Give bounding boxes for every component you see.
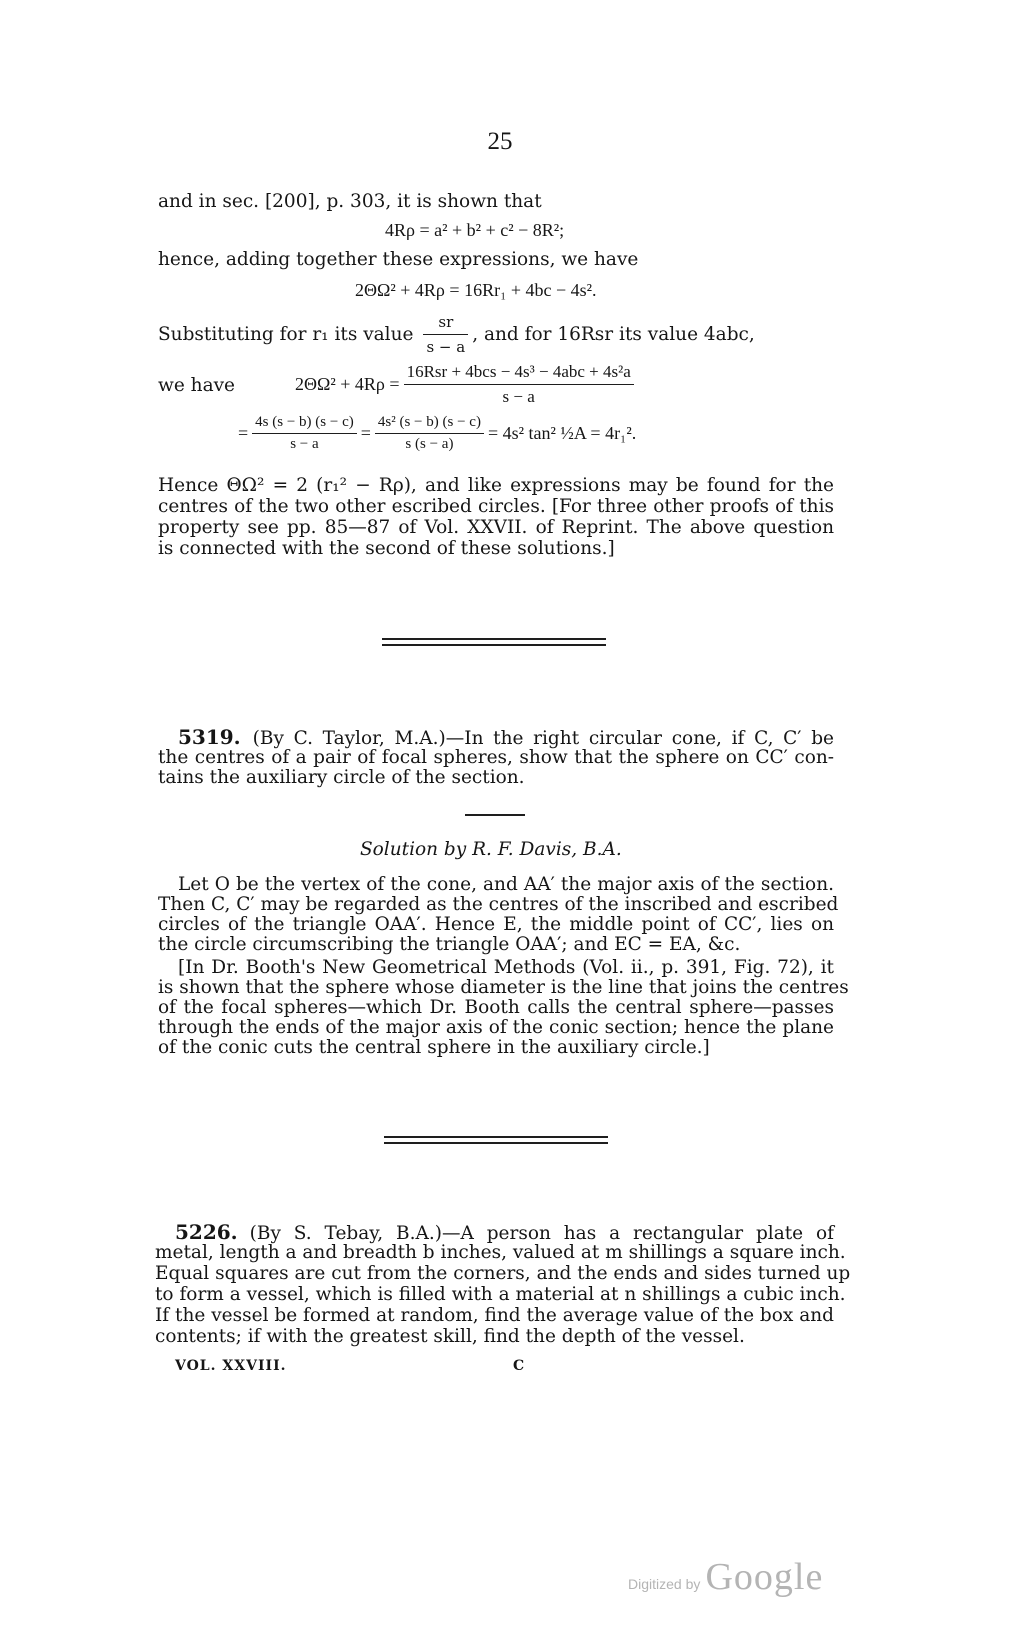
fraction-denominator: s − a [290, 436, 319, 452]
page-number: 25 [487, 128, 513, 155]
section-divider-bottom [382, 644, 606, 646]
fraction-numerator: 16Rsr + 4bcs − 4s³ − 4abc + 4s²a [404, 362, 634, 385]
section-divider-bottom [384, 1142, 608, 1144]
fraction-numerator: 4s² (s − b) (s − c) [375, 414, 484, 434]
hence-line-2: centres of the two other escribed circles. [For three other proofs of this [158, 496, 834, 517]
equation-4-fraction-1 [252, 414, 357, 453]
footer-volume: VOL. XXVIII. [175, 1358, 287, 1374]
google-logo: Google [705, 1556, 824, 1598]
solution-line-6: is shown that the sphere whose diameter is the line that joins the centres [158, 977, 849, 998]
question-5319-line-3: tains the auxiliary circle of the section. [158, 767, 525, 788]
solution-line-2: Then C, C′ may be regarded as the centres of the inscribed and escribed [158, 894, 839, 915]
question-5319-line-1 [178, 727, 834, 749]
question-5226-line-1 [175, 1222, 834, 1244]
fraction-numerator: sr [423, 312, 468, 335]
solution-line-3: circles of the triangle OAA′. Hence E, the middle point of CC′, lies on [158, 914, 834, 935]
equation-3 [295, 362, 638, 407]
question-5226-line-6: contents; if with the greatest skill, find the depth of the vessel. [155, 1326, 745, 1347]
section-divider-top [382, 638, 606, 640]
question-text: (By S. Tebay, B.A.)—A person has a rectangular plate of [249, 1223, 834, 1244]
fraction-numerator: 4s (s − b) (s − c) [252, 414, 357, 434]
solution-heading: Solution by R. F. Davis, B.A. [360, 839, 622, 860]
equation-3-fraction [404, 362, 634, 407]
hence-line-3: property see pp. 85—87 of Vol. XXVII. of Reprint. The above question [158, 517, 834, 538]
equation-4-equals: = [238, 423, 249, 443]
solution-line-9: of the conic cuts the central sphere in the auxiliary circle.] [158, 1037, 710, 1058]
question-5226-line-5: If the vessel be formed at random, find the average value of the box and [155, 1305, 834, 1326]
question-number: 5319. [178, 725, 241, 749]
digitized-watermark [628, 1555, 823, 1599]
substitution-text-b: , and for 16Rsr its value 4abc, [472, 323, 755, 345]
footer-signature: C [513, 1358, 526, 1374]
fraction-denominator: s (s − a) [405, 436, 454, 452]
fraction-denominator: s − a [426, 338, 466, 356]
substitution-text-a: Substituting for r₁ its value [158, 323, 414, 345]
section-divider-top [384, 1136, 608, 1138]
question-5226-line-3: Equal squares are cut from the corners, and the ends and sides turned up [155, 1263, 851, 1284]
question-5319-line-2: the centres of a pair of focal spheres, show that the sphere on CC′ con- [158, 747, 834, 768]
substitution-line [158, 312, 755, 357]
equation-3-lhs: 2ΘΩ² + 4Rρ = [295, 374, 400, 394]
hence-line-1: Hence ΘΩ² = 2 (r₁² − Rρ), and like expressions may be found for the [158, 475, 834, 496]
we-have-label: we have [158, 375, 236, 396]
question-text: (By C. Taylor, M.A.)—In the right circular cone, if C, C′ be [252, 728, 834, 749]
fraction-denominator: s − a [502, 387, 535, 406]
solution-line-5: [In Dr. Booth's New Geometrical Methods (Vol. ii., p. 391, Fig. 72), it [178, 957, 834, 978]
equation-4-equals-2: = [360, 423, 371, 443]
watermark-small-text: Digitized by [628, 1576, 701, 1592]
equation-4-rest: = 4s² tan² ½A = 4r₁². [487, 423, 637, 443]
intro-line-1: and in sec. [200], p. 303, it is shown that [158, 191, 542, 212]
question-5226-line-2: metal, length a and breadth b inches, valued at m shillings a square inch. [155, 1242, 846, 1263]
equation-4-fraction-2 [375, 414, 484, 453]
solution-line-8: through the ends of the major axis of the conic section; hence the plane [158, 1017, 834, 1038]
hence-line-4: is connected with the second of these solutions.] [158, 538, 615, 559]
substitution-fraction [423, 312, 468, 357]
question-5226-line-4: to form a vessel, which is filled with a material at n shillings a cubic inch. [155, 1284, 846, 1305]
solution-line-1: Let O be the vertex of the cone, and AA′ the major axis of the section. [178, 874, 834, 895]
question-number: 5226. [175, 1220, 238, 1244]
equation-1: 4Rρ = a² + b² + c² − 8R²; [385, 220, 565, 240]
equation-2: 2ΘΩ² + 4Rρ = 16Rr₁ + 4bc − 4s². [355, 280, 597, 300]
equation-4 [238, 414, 636, 453]
intro-line-2: hence, adding together these expressions, we have [158, 249, 639, 270]
solution-line-4: the circle circumscribing the triangle OAA′; and EC = EA, &c. [158, 934, 741, 955]
solution-line-7: of the focal spheres—which Dr. Booth calls the central sphere—passes [158, 997, 834, 1018]
short-divider [465, 814, 525, 816]
